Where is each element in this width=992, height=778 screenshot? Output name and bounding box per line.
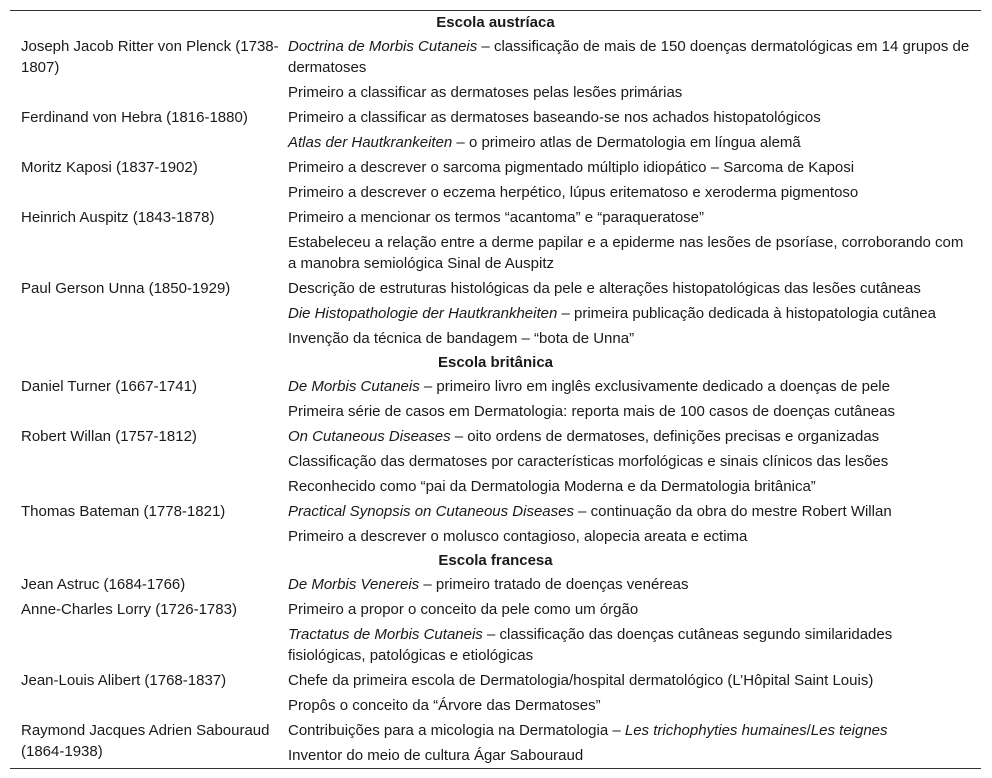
contribution-cell xyxy=(287,668,981,693)
section-title: Escola francesa xyxy=(438,552,553,569)
contribution-cell xyxy=(287,424,981,449)
contribution-cell xyxy=(287,80,981,105)
work-title: On Cutaneous Diseases xyxy=(288,428,451,445)
history-table-container xyxy=(10,10,981,769)
person-name: Jean Astruc (1684-1766) xyxy=(21,576,186,593)
table-row xyxy=(10,374,981,399)
contribution-cell xyxy=(287,155,981,180)
contribution-text: Primeiro a descrever o molusco contagioso, alopecia areata e ectima xyxy=(288,528,748,545)
contribution-cell xyxy=(287,374,981,399)
section-title: Escola britânica xyxy=(437,354,554,371)
person-name: Robert Willan (1757-1812) xyxy=(21,428,197,445)
contribution-cell xyxy=(287,34,981,80)
table-row xyxy=(10,424,981,449)
contribution-text: Estabeleceu a relação entre a derme papilar e a epiderme nas lesões de psoríase, corroborando com a manobra semiológica Sinal de Auspitz xyxy=(288,234,964,272)
dermatology-history-table xyxy=(10,10,981,769)
person-name: Daniel Turner (1667-1741) xyxy=(21,378,197,395)
person-name: Thomas Bateman (1778-1821) xyxy=(21,503,226,520)
contribution-text: Contribuições para a micologia na Dermatologia – xyxy=(288,722,625,739)
contribution-text: Primeiro a propor o conceito da pele como um órgão xyxy=(288,601,639,618)
contribution-cell xyxy=(287,622,981,668)
person-name: Paul Gerson Unna (1850-1929) xyxy=(21,280,231,297)
contribution-text: – oito ordens de dermatoses, definições precisas e organizadas xyxy=(450,428,880,445)
work-title: Practical Synopsis on Cutaneous Diseases xyxy=(288,503,574,520)
table-row xyxy=(10,597,981,622)
person-name: Ferdinand von Hebra (1816-1880) xyxy=(21,109,248,126)
contribution-cell xyxy=(287,743,981,769)
contribution-text: Propôs o conceito da “Árvore das Dermatoses” xyxy=(288,697,601,714)
contribution-text: Primeiro a classificar as dermatoses baseando-se nos achados histopatológicos xyxy=(288,109,821,126)
contribution-text: Invenção da técnica de bandagem – “bota de Unna” xyxy=(288,330,635,347)
table-row xyxy=(10,205,981,230)
table-row xyxy=(10,668,981,693)
contribution-text: – continuação da obra do mestre Robert Willan xyxy=(573,503,892,520)
section-header-row xyxy=(10,11,981,35)
section-header-row xyxy=(10,549,981,572)
contribution-cell xyxy=(287,205,981,230)
work-title: Les teignes xyxy=(810,722,888,739)
person-name: Jean-Louis Alibert (1768-1837) xyxy=(21,672,227,689)
contribution-text: Primeiro a mencionar os termos “acantoma” e “paraqueratose” xyxy=(288,209,705,226)
contribution-cell xyxy=(287,499,981,524)
contribution-cell xyxy=(287,276,981,301)
contribution-text: – primeira publicação dedicada à histopatologia cutânea xyxy=(557,305,936,322)
contribution-text: Primeiro a classificar as dermatoses pelas lesões primárias xyxy=(288,84,683,101)
contribution-text: – classificação de mais de 150 doenças dermatológicas em 14 grupos de dermatoses xyxy=(288,38,970,76)
contribution-text: Inventor do meio de cultura Ágar Sabouraud xyxy=(288,747,584,764)
table-row xyxy=(10,155,981,180)
table-row xyxy=(10,34,981,80)
person-name: Raymond Jacques Adrien Sabouraud (1864-1938) xyxy=(21,722,270,760)
contribution-text: Primeiro a descrever o sarcoma pigmentado múltiplo idiopático – Sarcoma de Kaposi xyxy=(288,159,855,176)
contribution-cell xyxy=(287,180,981,205)
separator: / xyxy=(806,722,811,739)
contribution-cell xyxy=(287,474,981,499)
contribution-text: Reconhecido como “pai da Dermatologia Moderna e da Dermatologia britânica” xyxy=(288,478,816,495)
table-row xyxy=(10,499,981,524)
table-row xyxy=(10,105,981,130)
contribution-cell xyxy=(287,449,981,474)
person-name: Heinrich Auspitz (1843-1878) xyxy=(21,209,215,226)
contribution-text: Chefe da primeira escola de Dermatologia/hospital dermatológico (L’Hôpital Saint Louis) xyxy=(288,672,874,689)
contribution-cell xyxy=(287,130,981,155)
contribution-text: – primeiro tratado de doenças venéreas xyxy=(419,576,689,593)
contribution-cell xyxy=(287,597,981,622)
person-name: Joseph Jacob Ritter von Plenck (1738-1807) xyxy=(21,38,279,76)
work-title: Doctrina de Morbis Cutaneis xyxy=(288,38,478,55)
contribution-text: Descrição de estruturas histológicas da pele e alterações histopatológicas das lesões cutâneas xyxy=(288,280,921,297)
contribution-cell xyxy=(287,326,981,351)
contribution-cell xyxy=(287,524,981,549)
section-title: Escola austríaca xyxy=(436,14,555,31)
contribution-cell xyxy=(287,718,981,743)
person-name: Anne-Charles Lorry (1726-1783) xyxy=(21,601,237,618)
contribution-text: Classificação das dermatoses por características morfológicas e sinais clínicos das lesões xyxy=(288,453,889,470)
work-title: De Morbis Cutaneis xyxy=(288,378,420,395)
table-body xyxy=(10,11,981,769)
contribution-cell xyxy=(287,301,981,326)
contribution-text: Primeiro a descrever o eczema herpético, lúpus eritematoso e xeroderma pigmentoso xyxy=(288,184,859,201)
contribution-cell xyxy=(287,105,981,130)
work-title: Die Histopathologie der Hautkrankheiten xyxy=(288,305,558,322)
contribution-cell xyxy=(287,230,981,276)
table-row xyxy=(10,276,981,301)
work-title: De Morbis Venereis xyxy=(288,576,420,593)
section-header-row xyxy=(10,351,981,374)
contribution-text: – classificação das doenças cutâneas segundo similaridades fisiológicas, patológicas e etiológicas xyxy=(288,626,893,664)
contribution-text: – primeiro livro em inglês exclusivamente dedicado a doenças de pele xyxy=(419,378,890,395)
contribution-text: – o primeiro atlas de Dermatologia em língua alemã xyxy=(452,134,801,151)
work-title: Atlas der Hautkrankeiten xyxy=(288,134,453,151)
person-name: Moritz Kaposi (1837-1902) xyxy=(21,159,198,176)
work-title: Les trichophyties humaines xyxy=(624,722,807,739)
contribution-cell xyxy=(287,693,981,718)
contribution-cell xyxy=(287,572,981,597)
contribution-cell xyxy=(287,399,981,424)
contribution-text: Primeira série de casos em Dermatologia: reporta mais de 100 casos de doenças cutâneas xyxy=(288,403,895,420)
work-title: Tractatus de Morbis Cutaneis xyxy=(288,626,483,643)
table-row xyxy=(10,572,981,597)
table-row xyxy=(10,718,981,743)
